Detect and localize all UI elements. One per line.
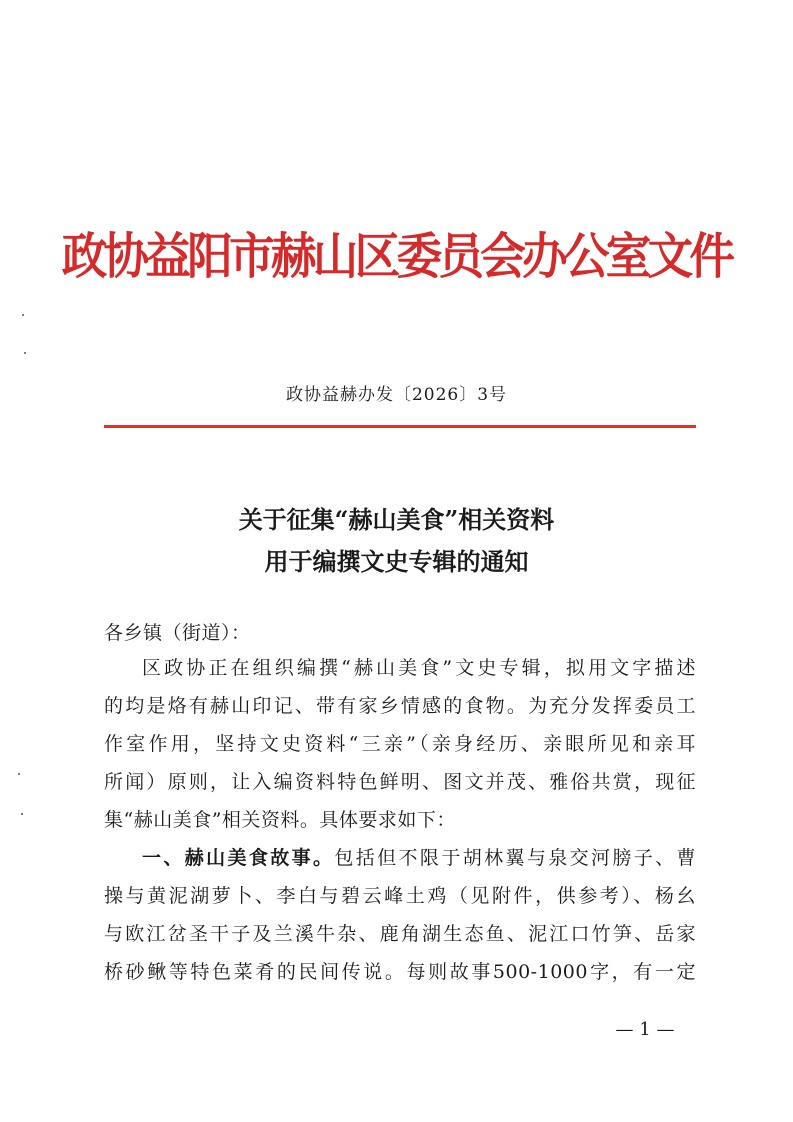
- paragraph-line: 桥砂鳅等特色菜肴的民间传说。每则故事500-1000字，有一定: [104, 961, 696, 983]
- page-number: — 1 —: [615, 1019, 675, 1040]
- notice-title-line-2: 用于编撰文史专辑的通知: [264, 547, 529, 576]
- document-issuer-header: 政协益阳市赫山区委员会办公室文件: [61, 227, 732, 285]
- paragraph-line: 操与黄泥湖萝卜、李白与碧云峰土鸡（见附件，供参考）、杨幺: [104, 885, 696, 907]
- salutation: 各乡镇（街道）：: [104, 622, 251, 644]
- paragraph-line: 的均是烙有赫山印记、带有家乡情感的食物。为充分发挥委员工: [104, 695, 696, 717]
- section-1-heading: 一、赫山美食故事。: [142, 847, 335, 869]
- paragraph-line: 集“赫山美食”相关资料。具体要求如下：: [104, 809, 456, 831]
- paragraph-line: 与欧江岔圣干子及兰溪牛杂、鹿角湖生态鱼、泥江口竹笋、岳家: [104, 923, 696, 945]
- section-1-text: 包括但不限于胡林翼与泉交河膀子、曹: [334, 847, 696, 869]
- paragraph-line: 作室作用，坚持文史资料“三亲”（亲身经历、亲眼所见和亲耳: [104, 733, 696, 755]
- scan-speck: [22, 314, 24, 316]
- scan-speck: [18, 773, 20, 775]
- scan-speck: [21, 813, 23, 815]
- red-separator-line: [104, 425, 696, 428]
- notice-title-line-1: 关于征集“赫山美食”相关资料: [238, 505, 555, 534]
- paragraph-line: 区政协正在组织编撰“赫山美食”文史专辑，拟用文字描述: [142, 657, 696, 679]
- paragraph-line: 所闻）原则，让入编资料特色鲜明、图文并茂、雅俗共赏，现征: [104, 771, 696, 793]
- scan-speck: [24, 352, 26, 354]
- section-1-first-line: [142, 849, 696, 868]
- document-number: 政协益赫办发〔2026〕3号: [285, 385, 508, 405]
